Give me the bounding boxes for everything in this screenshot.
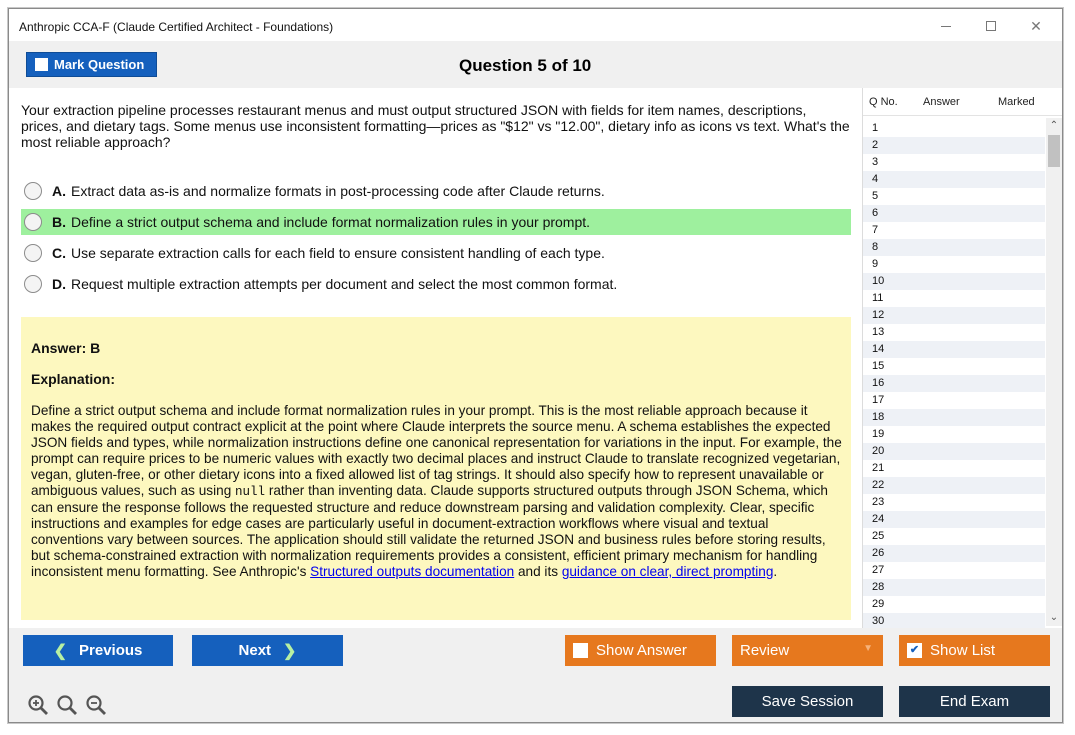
radio-icon[interactable] <box>24 213 42 231</box>
question-number: 20 <box>872 445 885 457</box>
question-list-rows <box>863 120 1045 630</box>
question-number: 11 <box>872 292 884 304</box>
question-list-row[interactable] <box>863 409 1045 426</box>
question-number: 21 <box>872 462 885 474</box>
question-list-row[interactable] <box>863 375 1045 392</box>
question-list-row[interactable] <box>863 120 1045 137</box>
question-number: 7 <box>872 224 879 236</box>
question-toolbar <box>9 42 1062 88</box>
minimize-icon <box>941 26 951 27</box>
answer-header[interactable]: Answer <box>923 96 960 108</box>
show-list-button[interactable] <box>899 635 1050 666</box>
question-number: 14 <box>872 343 885 355</box>
title-bar <box>9 9 1062 42</box>
app-window <box>8 8 1063 723</box>
previous-button[interactable] <box>23 635 173 666</box>
question-number: 15 <box>872 360 885 372</box>
chevron-down-icon: ▼ <box>863 643 873 654</box>
question-list-row[interactable] <box>863 188 1045 205</box>
option-letter: C. <box>52 245 66 261</box>
question-number: 27 <box>872 564 885 576</box>
question-number: 1 <box>872 122 879 134</box>
explanation-end: . <box>773 564 778 579</box>
question-number: 3 <box>872 156 879 168</box>
show-answer-checkbox[interactable] <box>573 643 588 658</box>
question-number: 17 <box>872 394 885 406</box>
end-exam-label: End Exam <box>939 693 1010 710</box>
question-number: 9 <box>872 258 879 270</box>
question-number: 4 <box>872 173 879 185</box>
question-number: 22 <box>872 479 885 491</box>
footer-bar <box>9 628 1062 723</box>
question-text: Your extraction pipeline processes restaurant menus and must output structured JSON with fields for item names, descriptions, prices, and dietary tags. Some menus use inconsistent formatting—prices as "$12" vs "12.00", dietary info as icons vs text. What's the most reliable approach? <box>21 102 850 150</box>
question-number: 18 <box>872 411 885 423</box>
zoom-in-icon[interactable] <box>27 694 47 716</box>
chevron-right-icon: ❯ <box>283 642 297 660</box>
question-number: 24 <box>872 513 885 525</box>
option-a[interactable] <box>21 178 851 204</box>
window-title: Anthropic CCA-F (Claude Certified Architect - Foundations) <box>19 20 334 34</box>
question-number: 10 <box>872 275 885 287</box>
question-number: 25 <box>872 530 885 542</box>
save-session-button[interactable] <box>732 686 883 717</box>
previous-label: Previous <box>79 642 143 659</box>
show-list-label: Show List <box>930 642 996 659</box>
question-number: 5 <box>872 190 879 202</box>
marked-header[interactable]: Marked <box>998 96 1035 108</box>
maximize-button[interactable] <box>969 13 1013 39</box>
scroll-up-icon[interactable]: ⌃ <box>1049 120 1059 131</box>
question-list-row[interactable] <box>863 154 1045 171</box>
question-list-scrollbar[interactable] <box>1046 118 1062 626</box>
option-text: Extract data as-is and normalize formats in post-processing code after Claude returns. <box>71 183 605 199</box>
radio-icon[interactable] <box>24 182 42 200</box>
question-list-row[interactable] <box>863 273 1045 290</box>
question-list-row[interactable] <box>863 171 1045 188</box>
null-code: null <box>235 485 266 499</box>
maximize-icon <box>986 21 996 31</box>
question-number: 12 <box>872 309 885 321</box>
save-session-label: Save Session <box>761 693 854 710</box>
question-list-row[interactable] <box>863 494 1045 511</box>
option-d[interactable] <box>21 271 851 297</box>
option-letter: A. <box>52 183 66 199</box>
radio-icon[interactable] <box>24 275 42 293</box>
question-number: 26 <box>872 547 885 559</box>
question-number: 30 <box>872 615 885 627</box>
question-list-row[interactable] <box>863 477 1045 494</box>
close-icon: ✕ <box>1030 17 1042 34</box>
review-label: Review <box>740 642 790 659</box>
next-label: Next <box>238 642 272 659</box>
option-letter: D. <box>52 276 66 292</box>
question-list-row[interactable] <box>863 426 1045 443</box>
question-number: 13 <box>872 326 885 338</box>
question-list-row[interactable] <box>863 443 1045 460</box>
question-list-row[interactable] <box>863 256 1045 273</box>
question-list-row[interactable] <box>863 511 1045 528</box>
question-number: 16 <box>872 377 885 389</box>
show-answer-label: Show Answer <box>596 642 687 659</box>
option-text: Request multiple extraction attempts per document and select the most common format. <box>71 276 618 292</box>
structured-outputs-link[interactable]: Structured outputs documentation <box>310 564 515 579</box>
show-answer-button[interactable] <box>565 635 716 666</box>
next-button[interactable] <box>192 635 343 666</box>
question-number: 29 <box>872 598 885 610</box>
question-counter: Question 5 of 10 <box>459 56 592 75</box>
mark-checkbox-icon <box>35 58 48 71</box>
explanation-text <box>31 403 843 580</box>
question-number: 23 <box>872 496 885 508</box>
question-list-row[interactable] <box>863 324 1045 341</box>
question-list-header <box>863 88 1063 116</box>
question-list-row[interactable] <box>863 137 1045 154</box>
question-list-row[interactable] <box>863 596 1045 613</box>
question-list-row[interactable] <box>863 358 1045 375</box>
close-button[interactable] <box>1014 13 1058 39</box>
zoom-out-icon[interactable] <box>85 694 105 716</box>
option-text: Use separate extraction calls for each field to ensure consistent handling of each type. <box>71 245 605 261</box>
option-letter: B. <box>52 214 66 230</box>
show-list-checkbox[interactable]: ✔ <box>907 643 922 658</box>
explanation-mid: and its <box>514 564 562 579</box>
explanation-body-2: rather than inventing data. Claude supports structured outputs through JSON Schema, which can ensure the response follows the requested structure and reduce downstream parsing and validation complexity. Clear, specific instructions and examples for edge cases are particularly useful in document-extraction workflows where visual and textual conventions vary between sources. The application should still validate the returned JSON and business rules before storing results, but schema-constrained extraction with normalization requirements provides a consistent, efficient primary mechanism for handling inconsistent menu formatting. See Anthropic's <box>31 483 828 579</box>
question-number: 6 <box>872 207 879 219</box>
option-b[interactable] <box>21 209 851 235</box>
question-list-row[interactable] <box>863 579 1045 596</box>
option-text: Define a strict output schema and include format normalization rules in your prompt. <box>71 214 591 230</box>
question-list-row[interactable] <box>863 290 1045 307</box>
question-list-row[interactable] <box>863 545 1045 562</box>
question-list-row[interactable] <box>863 392 1045 409</box>
answer-label: Answer: B <box>31 340 101 356</box>
scroll-thumb[interactable] <box>1048 135 1060 167</box>
question-number: 2 <box>872 139 879 151</box>
review-dropdown[interactable] <box>732 635 883 666</box>
question-panel <box>9 88 862 628</box>
question-list-row[interactable] <box>863 341 1045 358</box>
question-list-row[interactable] <box>863 222 1045 239</box>
zoom-reset-icon[interactable] <box>56 694 76 716</box>
option-c[interactable] <box>21 240 851 266</box>
mark-question-label: Mark Question <box>54 57 145 72</box>
explanation-box <box>21 317 851 620</box>
explanation-label: Explanation: <box>31 371 116 387</box>
radio-icon[interactable] <box>24 244 42 262</box>
question-list-row[interactable] <box>863 528 1045 545</box>
question-list-panel <box>862 88 1062 628</box>
chevron-left-icon: ❮ <box>53 642 68 660</box>
scroll-down-icon[interactable]: ⌄ <box>1049 612 1059 623</box>
question-list-row[interactable] <box>863 307 1045 324</box>
prompting-guidance-link[interactable]: guidance on clear, direct prompting <box>561 564 774 579</box>
minimize-button[interactable] <box>924 13 968 39</box>
question-list-row[interactable] <box>863 205 1045 222</box>
explanation-body-1: Define a strict output schema and include format normalization rules in your prompt. This is the most reliable approach because it makes the required output contract explicit at the point where Claude interprets the source menu. A schema establishes the expected JSON fields and types, while normalization instructions define one canonical representation for variations in the input. For example, the prompt can require prices to be numeric values with exactly two decimal places and instruct Claude to translate recognized vegetarian, vegan, gluten-free, or other dietary icons into a fixed allowed list of tag strings. It should also specify how to represent unavailable or ambiguous values, such as using <box>31 403 842 498</box>
end-exam-button[interactable] <box>899 686 1050 717</box>
qno-header[interactable]: Q No. <box>869 96 898 108</box>
question-list-row[interactable] <box>863 239 1045 256</box>
question-list-row[interactable] <box>863 562 1045 579</box>
question-number: 19 <box>872 428 885 440</box>
question-number: 28 <box>872 581 885 593</box>
mark-question-button[interactable] <box>26 52 157 77</box>
question-number: 8 <box>872 241 879 253</box>
question-list-row[interactable] <box>863 460 1045 477</box>
